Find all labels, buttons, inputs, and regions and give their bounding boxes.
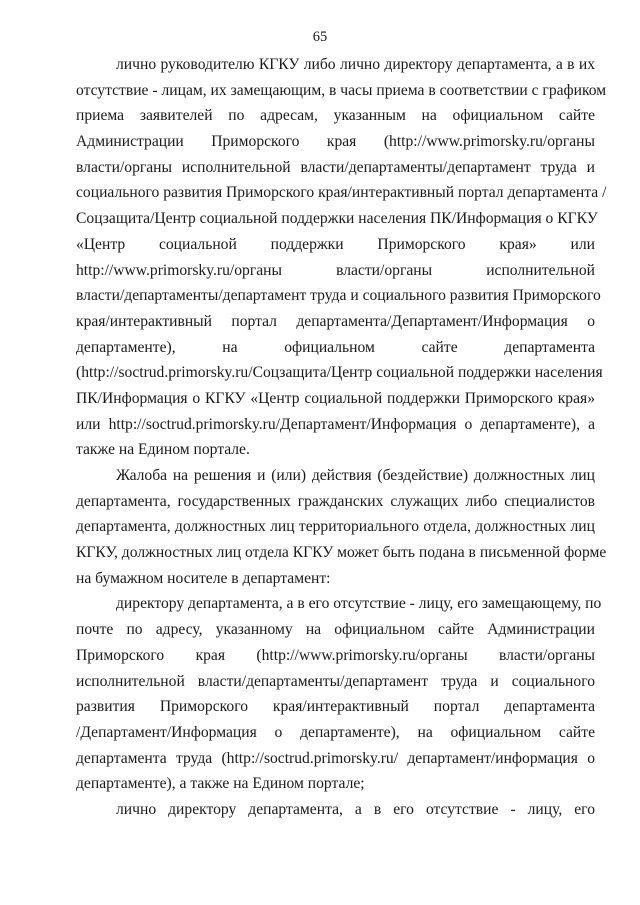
text-line: Приморского края (http://www.primorsky.ru/органы власти/органы (76, 646, 595, 664)
text-line: департаменте), а также на Едином портале; (76, 775, 365, 793)
text-line: http://www.primorsky.ru/органы власти/органы исполнительной (76, 261, 595, 279)
text-line: лично руководителю КГКУ либо лично директору департамента, а в их (116, 56, 595, 73)
page-number: 65 (312, 29, 328, 45)
text-line: департамента труда (http://soctrud.primorsky.ru/ департамент/информация о (76, 749, 595, 767)
text-line: «Центр социальной поддержки Приморского края» или (76, 235, 595, 253)
text-line: департамента, государственных гражданских служащих либо специалистов (76, 492, 595, 510)
text-line: почте по адресу, указанному на официальном сайте Администрации (76, 621, 595, 639)
text-line: развития Приморского края/интерактивный портал департамента (76, 698, 595, 716)
text-line: власти/департаменты/департамент труда и социального развития Приморского (76, 287, 601, 305)
text-line: департаменте), на официальном сайте департамента (76, 338, 595, 356)
text-line: или http://soctrud.primorsky.ru/Департамент/Информация о департаменте), а (76, 415, 595, 433)
text-line: КГКУ, должностных лиц отдела КГКУ может быть подана в письменной форме (76, 544, 607, 562)
paragraph-in-person-submission (76, 797, 595, 823)
paragraph-personal-reception (76, 52, 607, 463)
text-line: края/интерактивный портал департамента/Департамент/Информация о (76, 312, 595, 330)
text-line: социального развития Приморского края/интерактивный портал департамента / (76, 184, 607, 202)
text-line: директору департамента, а в его отсутствие - лицу, его замещающему, по (116, 595, 602, 613)
text-line: лично директору департамента, а в его отсутствие - лицу, его (116, 800, 595, 818)
text-line: департамента, должностных лиц территориального отдела, должностных лиц (76, 518, 595, 536)
text-line: власти/органы исполнительной власти/департаменты/департамент труда и (76, 158, 595, 176)
text-line: Жалоба на решения и (или) действия (бездействие) должностных лиц (116, 467, 595, 484)
text-line: /Департамент/Информация о департаменте), на официальном сайте (76, 723, 595, 741)
text-line: Соцзащита/Центр социальной поддержки населения ПК/Информация о КГКУ (76, 210, 598, 228)
text-line: приема заявителей по адресам, указанным на официальном сайте (76, 107, 595, 125)
document-body (76, 52, 607, 823)
text-line: ПК/Информация о КГКУ «Центр социальной поддержки Приморского края» (76, 389, 595, 407)
text-line: Администрации Приморского края (http://www.primorsky.ru/органы (76, 133, 595, 151)
paragraph-postal-submission (76, 591, 602, 797)
text-line: исполнительной власти/департаменты/департамент труда и социального (76, 672, 595, 690)
text-line: на бумажном носителе в департамент: (76, 569, 331, 587)
paragraph-complaint-submission (76, 463, 607, 591)
text-line: также на Едином портале. (76, 441, 250, 459)
text-line: отсутствие - лицам, их замещающим, в часы приема в соответствии с графиком (76, 81, 607, 99)
text-line: (http://soctrud.primorsky.ru/Соцзащита/Центр социальной поддержки населения (76, 364, 603, 382)
